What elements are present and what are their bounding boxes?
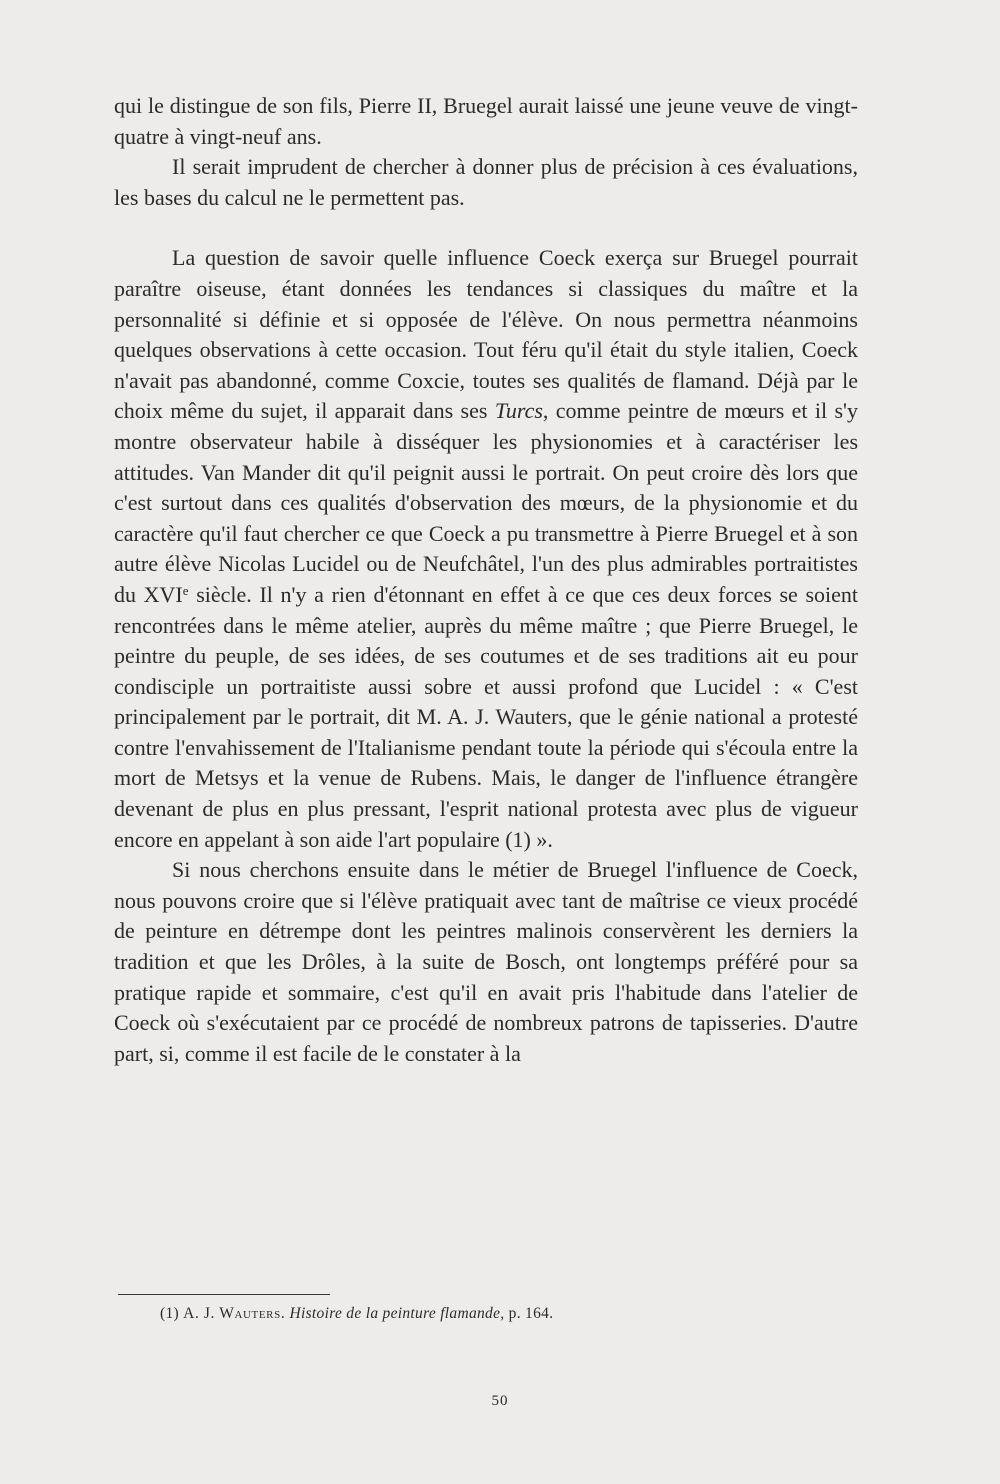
footnote-page: p. 164. xyxy=(508,1305,554,1322)
footnote-author: A. J. Wauters. xyxy=(183,1305,286,1322)
footnote xyxy=(160,1304,860,1324)
footnote-title: Histoire de la peinture flamande, xyxy=(289,1305,505,1322)
footnote-rule xyxy=(118,1294,330,1295)
paragraph-text: La question de savoir quelle influence Coeck exerça sur Bruegel pourrait paraître oiseuse, étant données les tendances si classiques du maître et la personnalité si définie et si opposée de l'élève. On nous permettra néanmoins quelques observations à cette occasion. Tout féru qu'il était du style italien, Coeck n'avait pas abandonné, comme Coxcie, toutes ses qualités de flamand. Déjà par le choix même du sujet, il apparait dans ses xyxy=(114,245,858,424)
footnote-marker: (1) xyxy=(160,1305,179,1322)
paragraph-coeck-influence xyxy=(114,243,858,855)
paragraph: Il serait imprudent de chercher à donner plus de précision à ces évaluations, les bases du calcul ne le permettent pas. xyxy=(114,154,858,210)
paragraph-text: siècle. Il n'y a rien d'étonnant en effet à ce que ces deux forces se soient rencontrées dans le même atelier, auprès du même maître ; que Pierre Bruegel, le peintre du peuple, de ses idées, de ses coutumes et de ses traditions ait eu pour condisciple un portraitiste aussi sobre et aussi profond que Lucidel : « C'est principalement par le portrait, dit M. A. J. Wauters, que le génie national a protesté contre l'envahissement de l'Italianisme pendant toute la période qui s'écoula entre la mort de Metsys et la venue de Rubens. Mais, le danger de l'influence étrangère devenant de plus en plus pressant, l'esprit national protesta avec plus de vigueur encore en appelant à son aide l'art populaire (1) ». xyxy=(114,581,858,852)
italic-title-turcs: Turcs xyxy=(494,398,543,424)
body-text xyxy=(114,91,858,1069)
page-number: 50 xyxy=(491,1393,509,1409)
paragraph: Si nous cherchons ensuite dans le métier de Bruegel l'influence de Coeck, nous pouvons croire que si l'élève pratiquait avec tant de maîtrise ce vieux procédé de peinture en détrempe dont les peintres malinois conservèrent les derniers la tradition et que les Drôles, à la suite de Bosch, ont longtemps préféré pour sa pratique rapide et sommaire, c'est qu'il en avait pris l'habitude dans l'atelier de Coeck où s'exécutaient par ce procédé de nombreux patrons de tapisseries. D'autre part, si, comme il est facile de le constater à la xyxy=(114,857,858,1066)
paragraph-text: , comme peintre de mœurs et il s'y montre observateur habile à disséquer les physionomies et à caractériser les attitudes. Van Mander dit qu'il peignit aussi le portrait. On peut croire dès lors que c'est surtout dans ces qualités d'observation des mœurs, de la physionomie et du caractère qu'il faut chercher ce que Coeck a pu transmettre à Pierre Bruegel et à son autre élève Nicolas Lucidel ou de Neufchâtel, l'un des plus admirables portraitistes du XVI xyxy=(114,398,858,607)
superscript: e xyxy=(182,582,189,598)
paragraph-continued: qui le distingue de son fils, Pierre II, Bruegel aurait laissé une jeune veuve de vingt-quatre à vingt-neuf ans. xyxy=(114,93,858,149)
